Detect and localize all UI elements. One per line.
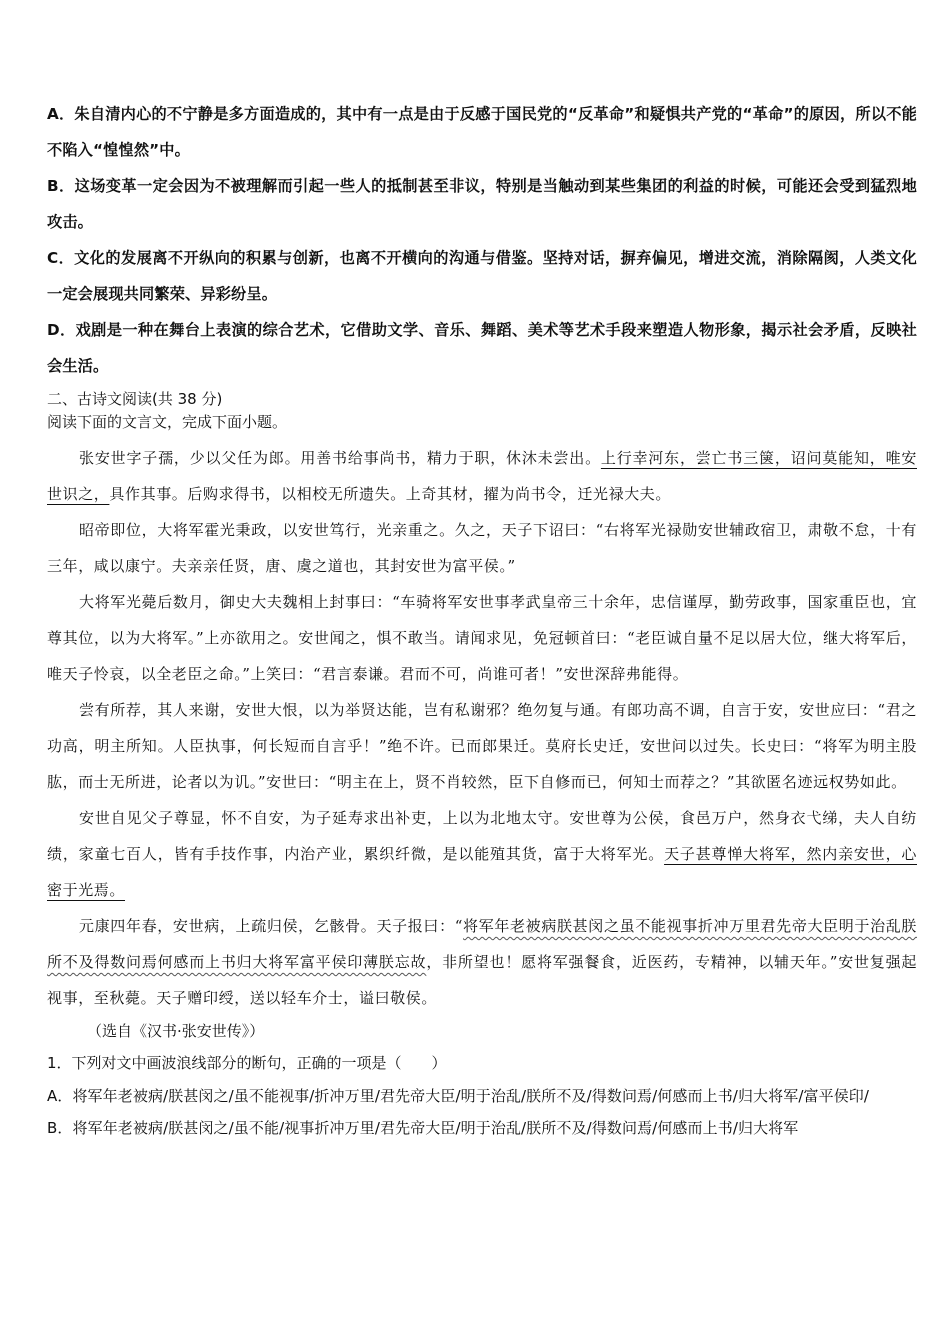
- section-title: 二、古诗文阅读(共 38 分): [47, 390, 223, 408]
- p6-text-pre: 元康四年春，安世病，上疏归侯，乞骸骨。天子报曰：“: [79, 917, 463, 935]
- option-c-prev: C．文化的发展离不开纵向的积累与创新，也离不开横向的沟通与借鉴。坚持对话，摒弃偏见，增进交流，消除隔阂，人类文化一定会展现共同繁荣、异彩纷呈。: [47, 249, 917, 303]
- section-instruction: 阅读下面的文言文，完成下面小题。: [47, 413, 288, 431]
- passage-paragraph-5: [47, 800, 917, 908]
- exam-page: [47, 96, 917, 1144]
- p1-text-post: 具作其事。后购求得书，以相校无所遗失。上奇其材，擢为尚书令，迁光禄大夫。: [109, 485, 672, 503]
- passage-paragraph-6: [47, 908, 917, 1016]
- option-d-prev: D．戏剧是一种在舞台上表演的综合艺术，它借助文学、音乐、舞蹈、美术等艺术手段来塑造人物形象，揭示社会矛盾，反映社会生活。: [47, 321, 917, 375]
- p1-underlined-text: 上行幸河东，尝亡书三箧，诏问莫能知，唯安世识之，: [47, 449, 917, 503]
- option-b-prev: B．这场变革一定会因为不被理解而引起一些人的抵制甚至非议，特别是当触动到某些集团的利益的时候，可能还会受到猛烈地攻击。: [47, 177, 917, 231]
- p1-text-pre: 张安世字子孺，少以父任为郎。用善书给事尚书，精力于职，休沐未尝出。: [79, 449, 601, 467]
- question-1-stem: 1．下列对文中画波浪线部分的断句，正确的一项是（ ）: [47, 1054, 447, 1072]
- passage-paragraph-1: [47, 440, 917, 512]
- question-1-option-a: A．将军年老被病/朕甚闵之/虽不能视事/折冲万里/君先帝大臣/明于治乱/朕所不及/得数问焉/何感而上书/归大将军/富平侯印/: [47, 1087, 870, 1105]
- passage-paragraph-2: 昭帝即位，大将军霍光秉政，以安世笃行，光亲重之。久之，天子下诏曰：“右将军光禄勋安世辅政宿卫，肃敬不怠，十有三年，咸以康宁。夫亲亲任贤，唐、虞之道也，其封安世为富平侯。”: [47, 521, 917, 575]
- question-1: [47, 1046, 917, 1144]
- p6-text-post: ，非所望也！愿将军强餐食，近医药，专精神，以辅天年。”安世复强起视事，至秋薨。天子赠印绶，送以轻车介士，谥曰敬侯。: [47, 953, 918, 1007]
- p6-wavy-underlined-text: 将军年老被病朕甚闵之虽不能视事折冲万里君先帝大臣明于治乱朕所不及得数问焉何感而上书归大将军富平侯印薄朕忘故: [47, 917, 918, 971]
- p5-text-pre: 安世自见父子尊显，怀不自安，为子延寿求出补吏，上以为北地太守。安世尊为公侯，食邑万户，然身衣弋绨，夫人自纺绩，家童七百人，皆有手技作事，内治产业，累织纤微，是以能殖其货，富于大将军光。: [47, 809, 917, 863]
- question-1-option-b: B．将军年老被病/朕甚闵之/虽不能/视事折冲万里/君先帝大臣/明于治乱/朕所不及/得数问焉/何感而上书/归大将军: [47, 1119, 799, 1137]
- option-a-prev: A．朱自清内心的不宁静是多方面造成的，其中有一点是由于反感于国民党的“反革命”和疑惧共产党的“革命”的原因，所以不能不陷入“惶惶然”中。: [47, 105, 917, 159]
- passage-source: （选自《汉书·张安世传》）: [87, 1022, 265, 1040]
- passage-paragraph-3: 大将军光薨后数月，御史大夫魏相上封事曰：“车骑将军安世事孝武皇帝三十余年，忠信谨厚，勤劳政事，国家重臣也，宜尊其位，以为大将军。”上亦欲用之。安世闻之，惧不敢当。请闻求见，免冠顿首曰：“老臣诚自量不足以居大位，继大将军后，唯天子怜哀，以全老臣之命。”上笑曰：“君言泰谦。君而不可，尚谁可者！”安世深辞弗能得。: [47, 593, 917, 683]
- p5-underlined-text: 天子甚尊惮大将军，然内亲安世，心密于光焉。: [47, 845, 917, 899]
- classical-passage: [47, 440, 917, 1046]
- passage-paragraph-4: 尝有所荐，其人来谢，安世大恨，以为举贤达能，岂有私谢邪？绝勿复与通。有郎功高不调，自言于安，安世应曰：“君之功高，明主所知。人臣执事，何长短而自言乎！”绝不许。已而郎果迁。莫府长史迁，安世问以过失。长史曰：“将军为明主股肱，而士无所进，论者以为讥。”安世曰：“明主在上，贤不肖较然，臣下自修而已，何知士而荐之？”其欲匿名迹远权势如此。: [47, 701, 917, 791]
